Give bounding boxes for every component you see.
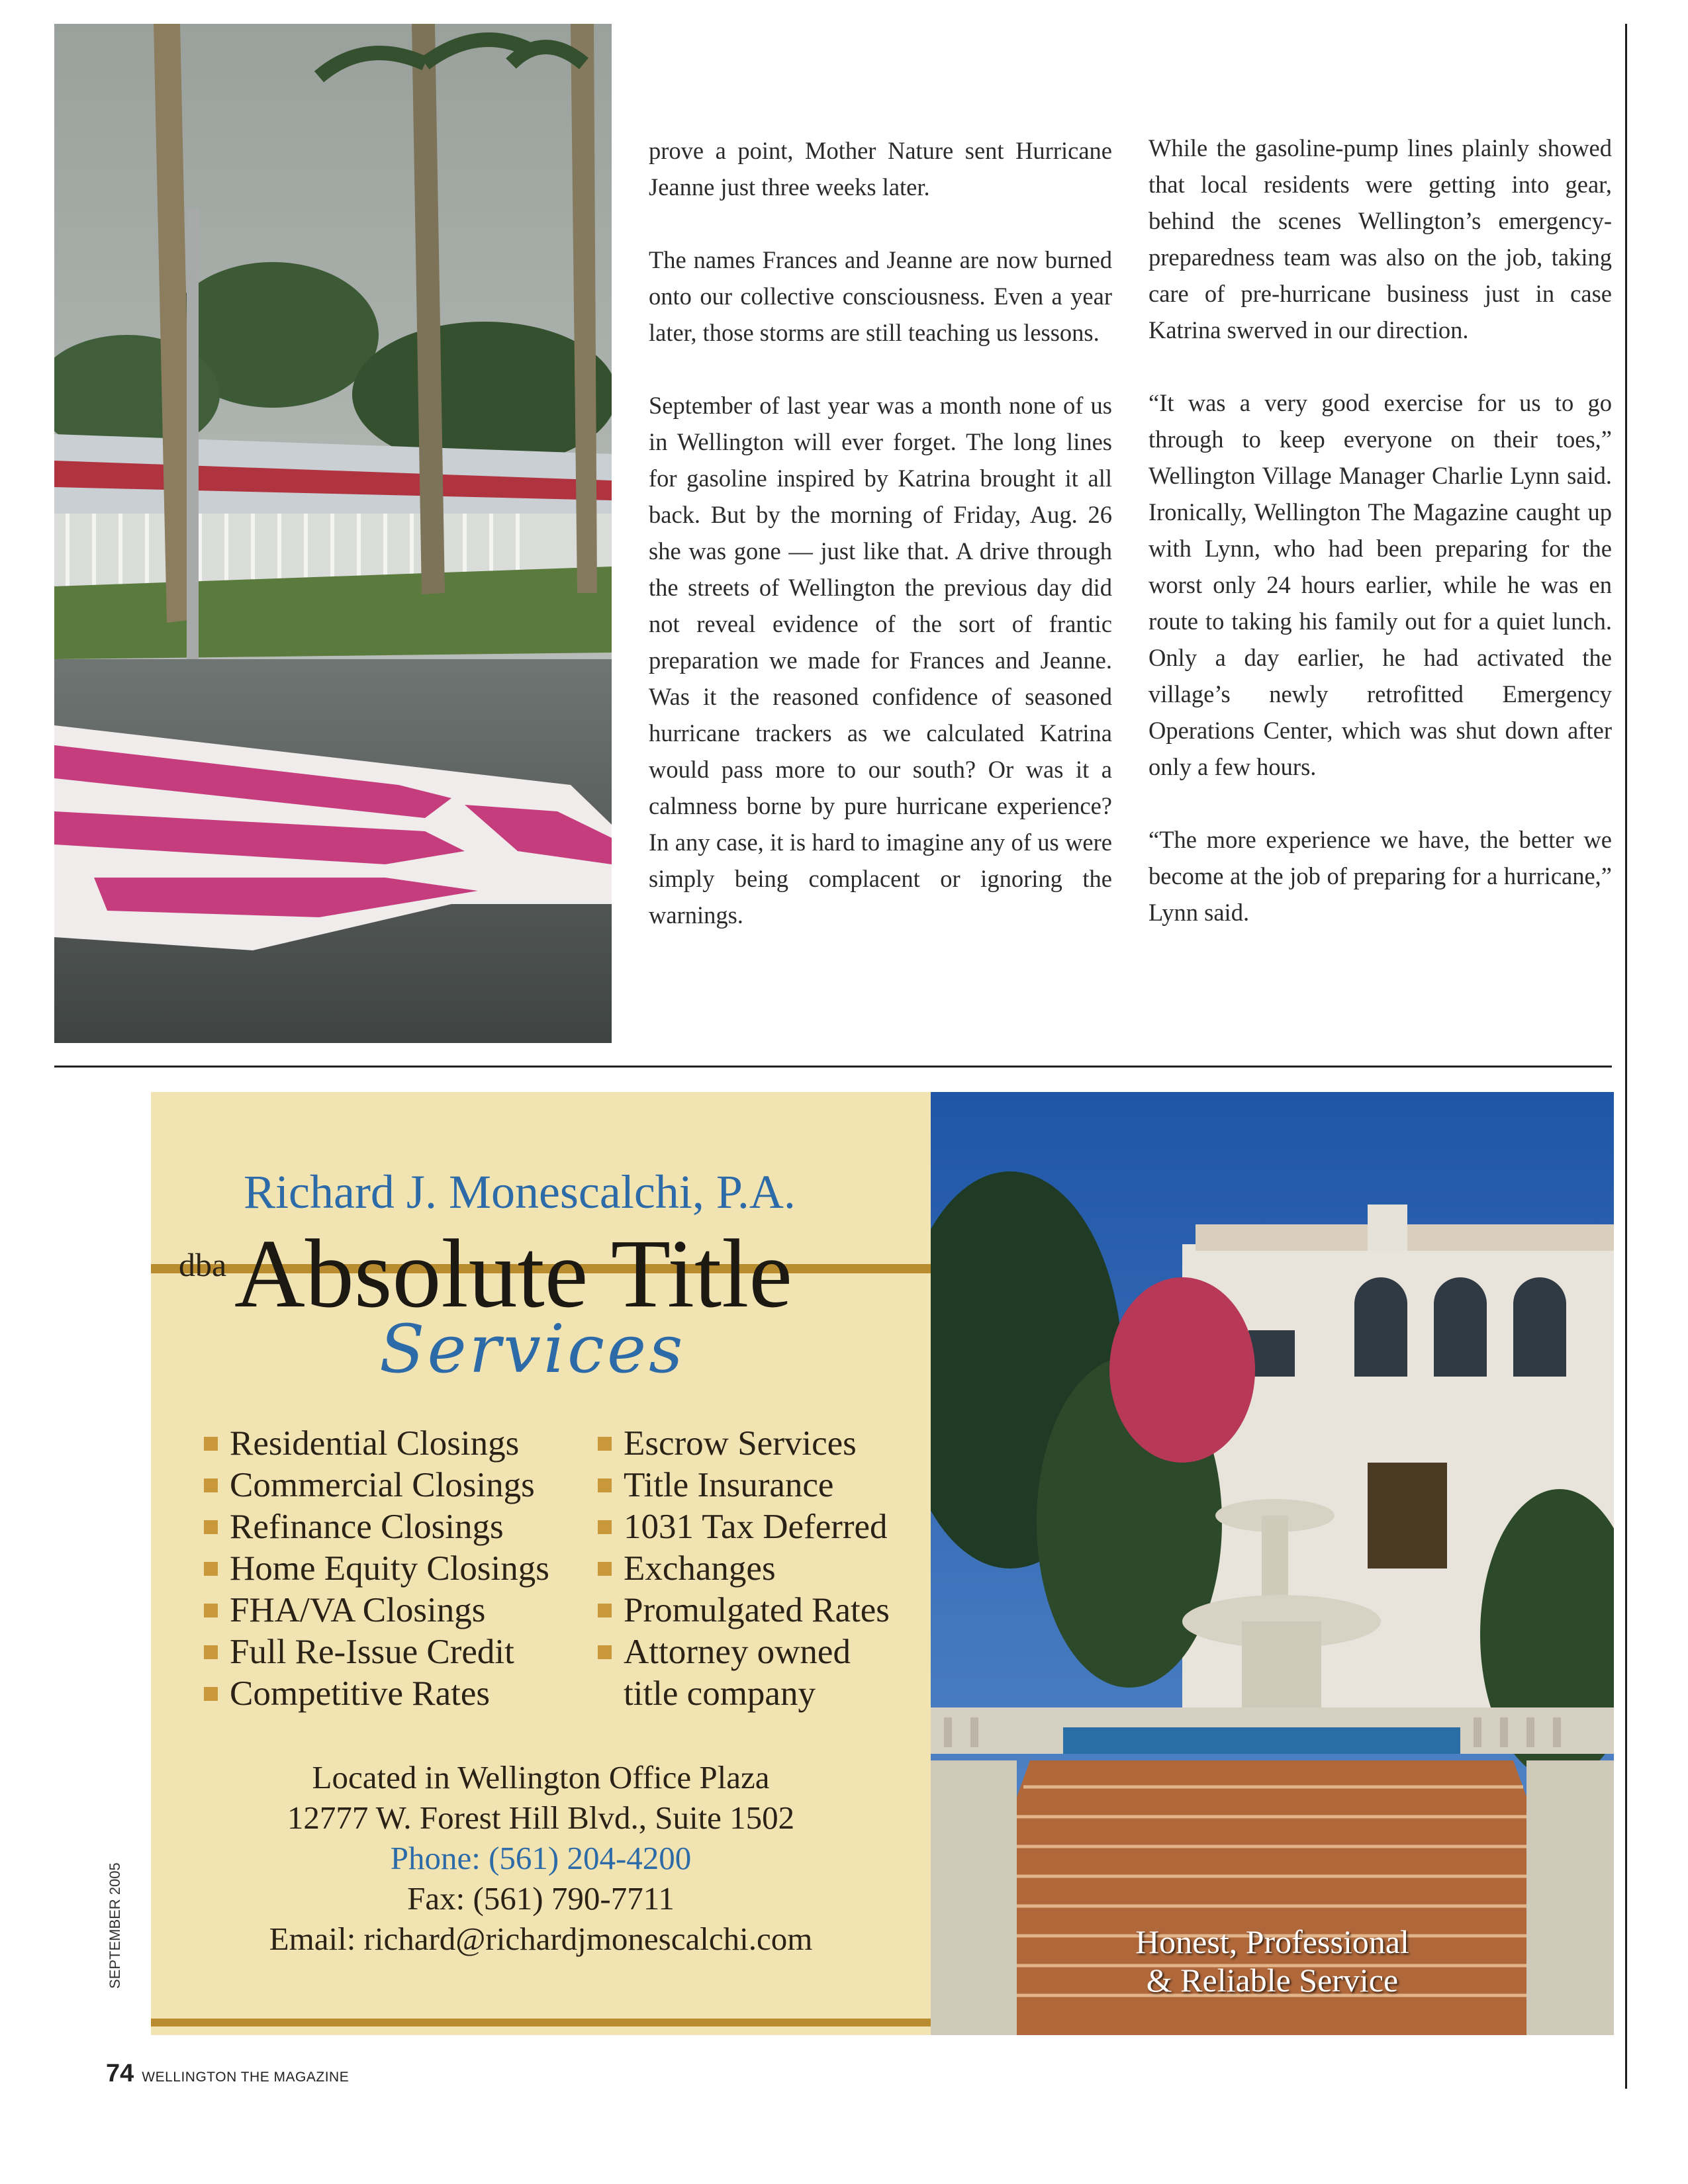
service-item: Refinance Closings	[204, 1506, 549, 1548]
bullet-icon	[598, 1645, 612, 1659]
service-item: 1031 Tax Deferred	[598, 1506, 890, 1548]
ad-services-script: Services	[379, 1310, 686, 1388]
article-paragraph: The names Frances and Jeanne are now burned onto our collective consciousness. Even a year later, those storms are still teaching us lessons.	[649, 246, 1112, 346]
service-item: Competitive Rates	[204, 1673, 549, 1715]
ad-contact-block	[151, 1757, 931, 1959]
service-item: title company	[624, 1674, 816, 1713]
bullet-icon	[598, 1562, 612, 1576]
article-paragraph: “The more experience we have, the better we become at the job of preparing for a hurricane,” Lynn said.	[1149, 826, 1612, 926]
services-list-right	[598, 1423, 890, 1715]
service-item: Commercial Closings	[204, 1465, 549, 1506]
ad-fax: Fax: (561) 790-7711	[407, 1880, 675, 1917]
service-item: Exchanges	[598, 1548, 890, 1590]
ad-brand-name: Absolute Title	[234, 1220, 792, 1328]
bullet-icon	[204, 1645, 218, 1659]
ad-address: 12777 W. Forest Hill Blvd., Suite 1502	[287, 1799, 795, 1836]
page-footer	[106, 2060, 349, 2088]
ad-location-line: Located in Wellington Office Plaza	[312, 1759, 770, 1796]
service-item: Promulgated Rates	[598, 1590, 890, 1631]
service-item: Attorney owned	[598, 1631, 890, 1673]
issue-date: SEPTEMBER 2005	[107, 1862, 123, 1989]
bullet-icon	[204, 1687, 218, 1701]
bullet-icon	[204, 1520, 218, 1534]
ad-dba-label: dba	[179, 1246, 227, 1283]
bullet-icon	[598, 1520, 612, 1534]
ad-business-name: Richard J. Monescalchi, P.A.	[244, 1165, 796, 1218]
service-item: Title Insurance	[598, 1465, 890, 1506]
ad-tagline: Honest, Professional & Reliable Service	[1135, 1923, 1409, 1999]
service-item: FHA/VA Closings	[204, 1590, 549, 1631]
bullet-icon	[204, 1437, 218, 1451]
section-divider	[54, 1066, 1612, 1068]
ad-phone: Phone: (561) 204-4200	[390, 1840, 692, 1876]
service-item: Home Equity Closings	[204, 1548, 549, 1590]
article-paragraph: September of last year was a month none of us in Wellington will ever forget. The long lines for gasoline inspired by Katrina brought it all back. But by the morning of Friday, Aug. 26 she was gone — just like that. A drive through the streets of Wellington the previous day did not reveal evidence of the sort of frantic preparation we made for Frances and Jeanne. Was it the reasoned confidence of seasoned hurricane trackers as we calculated Katrina would pass more to our south? Or was it a calmness borne by pure hurricane experience? In any case, it is hard to imagine any of us were simply being complacent or ignoring the warnings.	[649, 392, 1112, 929]
ad-text-panel	[151, 1092, 931, 2035]
storm-damage-photo	[54, 24, 612, 1043]
services-list-left	[204, 1423, 549, 1715]
bullet-icon	[204, 1562, 218, 1576]
article-paragraph: While the gasoline-pump lines plainly showed that local residents were getting into gear, behind the scenes Wellington’s emergency-preparedness team was also on the job, taking care of pre-hurricane business just in case Katrina swerved in our direction.	[1149, 134, 1612, 343]
service-item: Escrow Services	[598, 1423, 890, 1465]
bullet-icon	[598, 1437, 612, 1451]
ad-mansion-photo	[931, 1092, 1614, 2035]
bullet-icon	[204, 1604, 218, 1617]
title-services-advertisement	[151, 1092, 1614, 2035]
ad-bottom-rule	[151, 2019, 931, 2026]
bullet-icon	[598, 1479, 612, 1492]
article-column-2	[1149, 130, 1612, 931]
article-paragraph: “It was a very good exercise for us to go through to keep everyone on their toes,” Wellington Village Manager Charlie Lynn said. Ironically, Wellington The Magazine caught up with Lynn, who had been preparing for the worst only 24 hours earlier, while he was en route to taking his family out for a quiet lunch. Only a day earlier, he had activated the village’s newly retrofitted Emergency Operations Center, which was shut down after only a few hours.	[1149, 389, 1612, 780]
page-number: 74	[106, 2060, 134, 2087]
magazine-name: WELLINGTON THE MAGAZINE	[142, 2070, 350, 2085]
page-edge-rule	[1625, 24, 1627, 2089]
article-paragraph: prove a point, Mother Nature sent Hurricane Jeanne just three weeks later.	[649, 137, 1112, 201]
article-column-1	[649, 132, 1112, 933]
ad-email: Email: richard@richardjmonescalchi.com	[269, 1921, 813, 1957]
bullet-icon	[204, 1479, 218, 1492]
service-item: Full Re-Issue Credit	[204, 1631, 549, 1673]
service-item: Residential Closings	[204, 1423, 549, 1465]
bullet-icon	[598, 1604, 612, 1617]
